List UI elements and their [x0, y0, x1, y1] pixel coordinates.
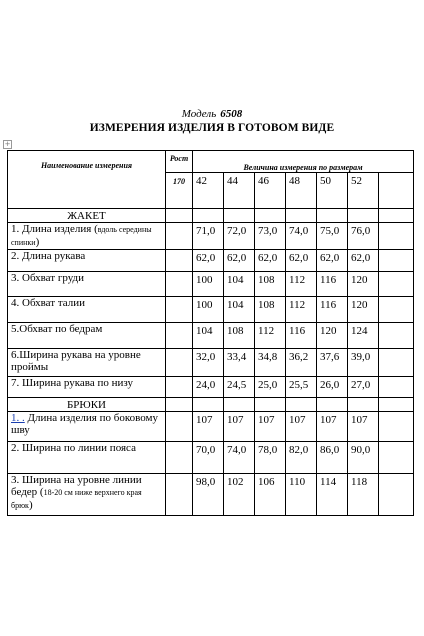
- row-name: 1. Длина изделия (вдоль середины спинки): [8, 223, 166, 250]
- value-cell: 112: [286, 297, 317, 323]
- value-cell: 114: [317, 474, 348, 516]
- value-cell: 74,0: [224, 442, 255, 474]
- value-cell: 102: [224, 474, 255, 516]
- value-cell: 90,0: [348, 442, 379, 474]
- value-cell: 62,0: [348, 250, 379, 272]
- value-cell: 72,0: [224, 223, 255, 250]
- row-link[interactable]: 1. .: [11, 412, 25, 424]
- value-cell: 120: [348, 297, 379, 323]
- value-cell: 107: [348, 412, 379, 442]
- section-label-jacket: ЖАКЕТ: [8, 209, 166, 223]
- value-cell: 71,0: [193, 223, 224, 250]
- header-name-cell: Наименование измерения: [8, 151, 166, 209]
- model-number: 6508: [220, 108, 243, 120]
- table-row: [8, 323, 414, 349]
- row-name: 2. Ширина по линии пояса: [8, 442, 166, 474]
- value-cell: 120: [348, 272, 379, 297]
- value-cell: 106: [255, 474, 286, 516]
- table-row: [8, 412, 414, 442]
- value-cell: 75,0: [317, 223, 348, 250]
- value-cell: 25,0: [255, 377, 286, 398]
- value-cell: 36,2: [286, 349, 317, 377]
- row-name: 3. Ширина на уровне линии бедер (18-20 см ниже верхнего края брюк): [8, 474, 166, 516]
- table-row: [8, 442, 414, 474]
- value-cell: 76,0: [348, 223, 379, 250]
- value-cell: 108: [255, 297, 286, 323]
- size-cell: 42: [193, 173, 224, 209]
- value-cell: 62,0: [255, 250, 286, 272]
- table-select-handle-icon[interactable]: +: [4, 140, 11, 148]
- value-cell: 120: [317, 323, 348, 349]
- value-cell: 27,0: [348, 377, 379, 398]
- value-cell: 107: [286, 412, 317, 442]
- value-cell: 116: [286, 323, 317, 349]
- value-cell: 118: [348, 474, 379, 516]
- table-row: [8, 377, 414, 398]
- value-cell: 62,0: [286, 250, 317, 272]
- measurements-table: [7, 150, 414, 516]
- value-cell: 107: [255, 412, 286, 442]
- value-cell: 107: [317, 412, 348, 442]
- value-cell: [379, 349, 414, 377]
- size-cell: 44: [224, 173, 255, 209]
- row-name: 6.Ширина рукава на уровне проймы: [8, 349, 166, 377]
- row-name: 5.Обхват по бедрам: [8, 323, 166, 349]
- value-cell: 86,0: [317, 442, 348, 474]
- row-name: 3. Обхват груди: [8, 272, 166, 297]
- table-row: [8, 272, 414, 297]
- header-rost-value: 170: [166, 173, 193, 209]
- value-cell: [379, 377, 414, 398]
- value-cell: 98,0: [193, 474, 224, 516]
- size-cell: [379, 173, 414, 209]
- row-name: 1. . Длина изделия по боковому шву: [8, 412, 166, 442]
- model-line: [0, 108, 424, 120]
- size-cell: 52: [348, 173, 379, 209]
- table-row: [8, 297, 414, 323]
- row-name: 7. Ширина рукава по низу: [8, 377, 166, 398]
- value-cell: 39,0: [348, 349, 379, 377]
- value-cell: [379, 272, 414, 297]
- header-values-label: Величина измерения по размерам: [193, 151, 414, 173]
- value-cell: 100: [193, 297, 224, 323]
- value-cell: 124: [348, 323, 379, 349]
- section-label-pants: БРЮКИ: [8, 398, 166, 412]
- value-cell: 70,0: [193, 442, 224, 474]
- value-cell: 34,8: [255, 349, 286, 377]
- value-cell: [379, 297, 414, 323]
- page-title: ИЗМЕРЕНИЯ ИЗДЕЛИЯ В ГОТОВОМ ВИДЕ: [89, 122, 335, 134]
- value-cell: 33,4: [224, 349, 255, 377]
- value-cell: 62,0: [317, 250, 348, 272]
- table-row: [8, 250, 414, 272]
- size-cell: 50: [317, 173, 348, 209]
- size-cell: 48: [286, 173, 317, 209]
- value-cell: 112: [286, 272, 317, 297]
- section-row-pants: [8, 398, 414, 412]
- value-cell: 104: [224, 297, 255, 323]
- value-cell: 37,6: [317, 349, 348, 377]
- value-cell: [379, 323, 414, 349]
- value-cell: 24,5: [224, 377, 255, 398]
- section-row-jacket: [8, 209, 414, 223]
- table-row: [8, 349, 414, 377]
- value-cell: 112: [255, 323, 286, 349]
- value-cell: [379, 250, 414, 272]
- value-cell: 24,0: [193, 377, 224, 398]
- value-cell: 108: [224, 323, 255, 349]
- value-cell: 110: [286, 474, 317, 516]
- value-cell: 107: [224, 412, 255, 442]
- value-cell: 78,0: [255, 442, 286, 474]
- value-cell: 107: [193, 412, 224, 442]
- value-cell: 116: [317, 272, 348, 297]
- value-cell: 62,0: [224, 250, 255, 272]
- value-cell: [379, 223, 414, 250]
- header-rost-label: Рост: [166, 151, 193, 173]
- value-cell: 73,0: [255, 223, 286, 250]
- value-cell: [379, 412, 414, 442]
- value-cell: 104: [224, 272, 255, 297]
- value-cell: 26,0: [317, 377, 348, 398]
- table-row: [8, 223, 414, 250]
- model-label: Модель: [181, 108, 217, 120]
- size-cell: 46: [255, 173, 286, 209]
- value-cell: [379, 474, 414, 516]
- table-row: [8, 474, 414, 516]
- row-name: 2. Длина рукава: [8, 250, 166, 272]
- value-cell: 104: [193, 323, 224, 349]
- header-row-top: [8, 151, 414, 173]
- value-cell: 100: [193, 272, 224, 297]
- value-cell: 32,0: [193, 349, 224, 377]
- row-name: 4. Обхват талии: [8, 297, 166, 323]
- value-cell: 82,0: [286, 442, 317, 474]
- value-cell: 62,0: [193, 250, 224, 272]
- value-cell: [379, 442, 414, 474]
- value-cell: 25,5: [286, 377, 317, 398]
- value-cell: 116: [317, 297, 348, 323]
- value-cell: 74,0: [286, 223, 317, 250]
- value-cell: 108: [255, 272, 286, 297]
